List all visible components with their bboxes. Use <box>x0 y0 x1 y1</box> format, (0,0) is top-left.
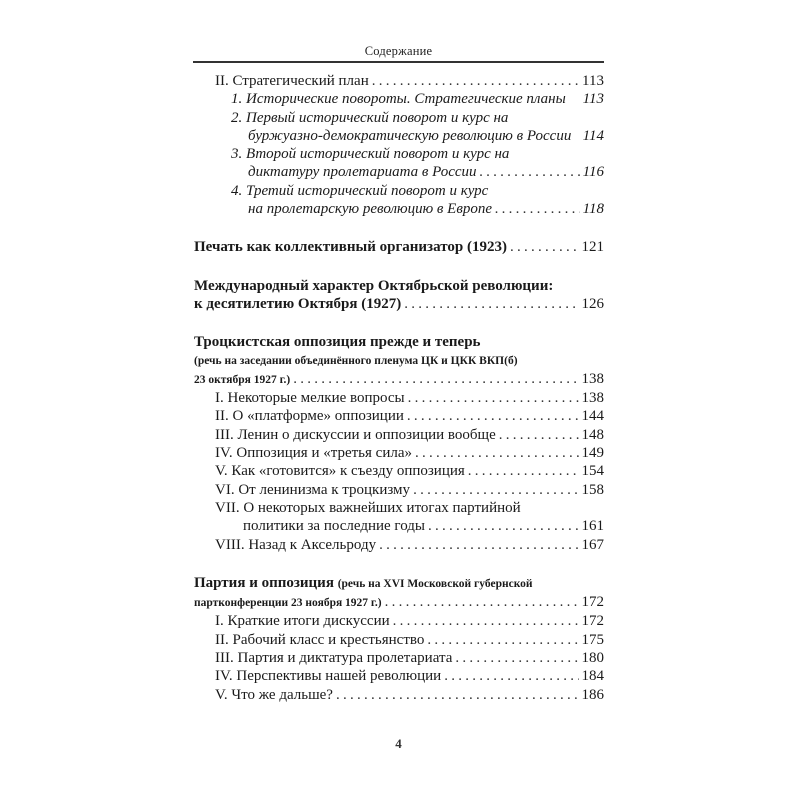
toc-section <box>193 370 604 389</box>
toc-entry <box>193 462 604 480</box>
leader-dots <box>499 426 579 444</box>
toc-entry-title: V. Как «готовится» к съезду оппозиция <box>215 463 465 480</box>
toc-entry-title: II. Стратегический план <box>215 73 369 89</box>
toc-entry-page: 138 <box>581 370 604 387</box>
leader-dots <box>372 72 579 90</box>
toc-entry-page: 172 <box>581 613 604 630</box>
toc-entry-page: 144 <box>581 408 604 425</box>
toc-entry <box>193 631 604 649</box>
toc-section-title: Печать как коллективный организатор (1923) <box>194 239 507 256</box>
toc-section-title-line: Международный характер Октябрьской революции: <box>194 277 554 294</box>
toc-section-subtitle-line: (речь на заседании объединённого пленума ЦК и ЦКК ВКП(б) <box>194 354 518 367</box>
header-rule <box>193 61 604 63</box>
toc-section-subtitle: партконференции 23 ноября 1927 г.) <box>194 597 382 610</box>
toc-entry <box>193 517 604 535</box>
table-of-contents <box>193 72 604 704</box>
toc-entry-page: 184 <box>581 668 604 685</box>
leader-dots <box>415 444 579 462</box>
toc-entry <box>193 612 604 630</box>
toc-subentry <box>193 163 604 181</box>
leader-dots <box>495 200 580 218</box>
leader-dots <box>407 407 579 425</box>
leader-dots <box>413 481 578 499</box>
leader-dots <box>444 667 578 685</box>
toc-entry-title: I. Некоторые мелкие вопросы <box>215 390 405 407</box>
leader-dots <box>468 462 579 480</box>
leader-dots <box>385 593 579 611</box>
page-number: 4 <box>395 736 402 751</box>
toc-entry-title: буржуазно-демократическую революцию в России <box>248 127 572 144</box>
toc-entry-title-line: VII. О некоторых важнейших итогах партийной <box>215 499 521 516</box>
toc-entry <box>193 72 604 90</box>
toc-entry <box>193 667 604 685</box>
toc-entry <box>193 649 604 667</box>
toc-entry-title-line: 2. Первый исторический поворот и курс на <box>231 109 509 126</box>
leader-dots <box>404 295 578 313</box>
toc-entry-page: 148 <box>581 426 604 443</box>
toc-entry-page: 161 <box>581 518 604 535</box>
toc-entry <box>193 407 604 425</box>
toc-subentry <box>193 127 604 145</box>
toc-entry-title: VI. От ленинизма к троцкизму <box>215 481 411 498</box>
toc-entry-title: II. Рабочий класс и крестьянство <box>215 631 425 648</box>
toc-section <box>193 238 604 256</box>
toc-section <box>193 295 604 313</box>
toc-entry-title: I. Краткие итоги дискуссии <box>215 613 390 630</box>
toc-entry-title: II. О «платформе» оппозиции <box>215 408 404 425</box>
leader-dots <box>428 517 579 535</box>
toc-section-title-line <box>193 574 604 593</box>
toc-entry-title: диктатуру пролетариата в России <box>248 164 477 181</box>
toc-section <box>193 593 604 612</box>
toc-entry-page: 113 <box>582 91 604 108</box>
leader-dots <box>480 163 580 181</box>
leader-dots <box>393 612 579 630</box>
leader-dots <box>336 686 579 704</box>
toc-entry-title: IV. Перспективы нашей революции <box>215 668 442 685</box>
toc-entry-page: 113 <box>582 73 604 89</box>
toc-entry-page: 154 <box>581 463 604 480</box>
toc-section-title: к десятилетию Октября (1927) <box>194 295 402 312</box>
toc-entry <box>193 481 604 499</box>
leader-dots <box>408 389 579 407</box>
toc-entry <box>193 536 604 554</box>
toc-section-title-line: Троцкистская оппозиция прежде и теперь <box>194 334 481 351</box>
toc-entry-title: на пролетарскую революцию в Европе <box>248 201 492 218</box>
toc-entry-title: политики за последние годы <box>243 518 425 535</box>
toc-entry-page: 175 <box>581 631 604 648</box>
toc-entry-page: 121 <box>581 239 604 256</box>
toc-entry <box>193 426 604 444</box>
toc-entry <box>193 686 604 704</box>
toc-section-title: Партия и оппозиция <box>194 574 334 591</box>
toc-entry-title: III. Партия и диктатура пролетариата <box>215 650 453 667</box>
toc-entry-title: V. Что же дальше? <box>215 686 333 703</box>
toc-entry <box>193 389 604 407</box>
leader-dots <box>510 238 579 256</box>
leader-dots <box>455 649 578 667</box>
toc-section-subtitle: 23 октября 1927 г.) <box>194 373 291 386</box>
toc-entry <box>193 444 604 462</box>
toc-subentry <box>193 90 604 108</box>
toc-entry-page: 186 <box>581 686 604 703</box>
toc-entry-page: 118 <box>582 201 604 218</box>
toc-entry-title: III. Ленин о дискуссии и оппозиции вообще <box>215 426 496 443</box>
toc-entry-title-line: 3. Второй исторический поворот и курс на <box>231 146 510 163</box>
toc-entry-page: 180 <box>581 650 604 667</box>
toc-entry-page: 138 <box>581 390 604 407</box>
leader-dots <box>427 631 578 649</box>
toc-entry-page: 116 <box>582 164 604 181</box>
toc-entry-page: 167 <box>581 536 604 553</box>
toc-subentry <box>193 200 604 218</box>
toc-entry-title: 1. Исторические повороты. Стратегические планы <box>231 91 566 108</box>
toc-entry-title: IV. Оппозиция и «третья сила» <box>215 445 412 462</box>
toc-entry-page: 149 <box>581 445 604 462</box>
leader-dots <box>293 370 578 388</box>
toc-entry-page: 114 <box>582 127 604 144</box>
toc-entry-title: VIII. Назад к Аксельроду <box>215 536 377 553</box>
toc-entry-page: 172 <box>581 594 604 611</box>
toc-section-subtitle: (речь на XVI Московской губернской <box>337 577 533 590</box>
toc-entry-title-line: 4. Третий исторический поворот и курс <box>231 182 489 199</box>
toc-entry-page: 126 <box>581 295 604 312</box>
leader-dots <box>379 536 578 554</box>
toc-entry-page: 158 <box>581 481 604 498</box>
running-head: Содержание <box>364 44 433 58</box>
